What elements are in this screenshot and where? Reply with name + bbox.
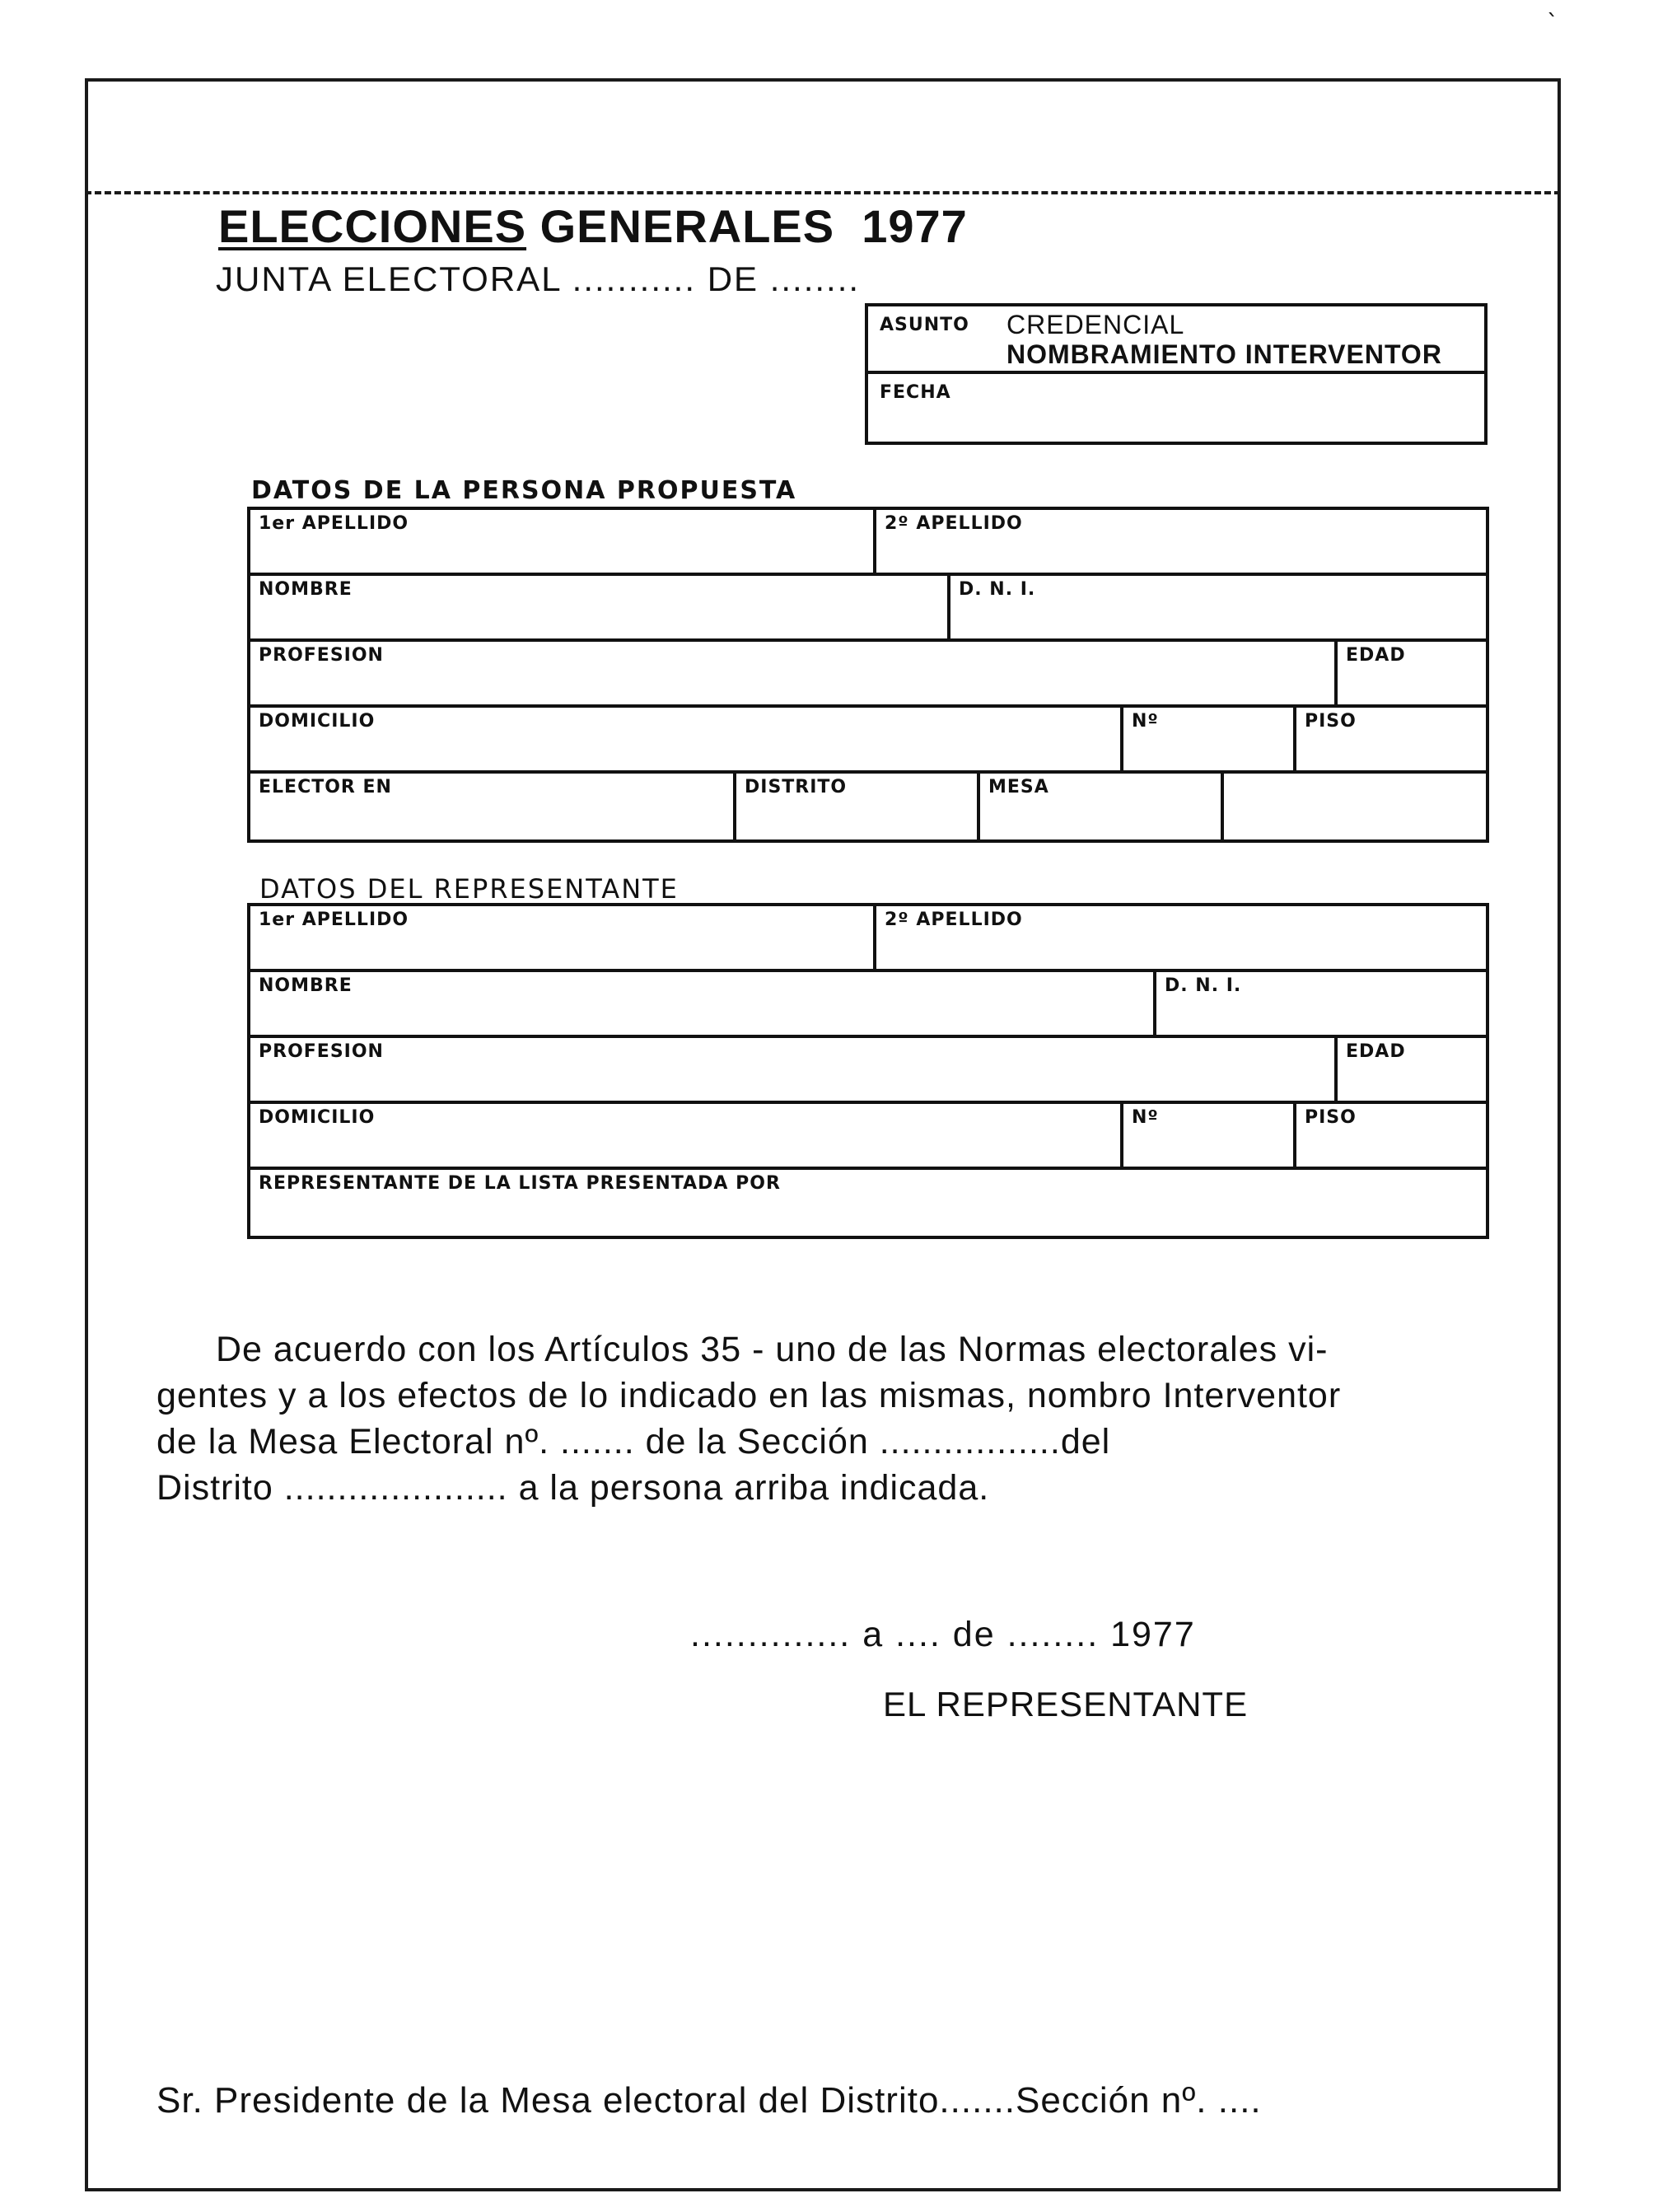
persona-numero-label: Nº xyxy=(1132,711,1159,732)
rep-piso-field[interactable] xyxy=(1293,1104,1486,1167)
rep-edad-field[interactable] xyxy=(1334,1038,1486,1101)
persona-row-profesion xyxy=(250,642,1486,708)
persona-row-elector xyxy=(250,774,1486,839)
fecha-field[interactable]: FECHA xyxy=(880,382,951,403)
persona-profesion-label: PROFESION xyxy=(259,645,384,666)
addressee-line: Sr. Presidente de la Mesa electoral del Distrito.......Sección nº. .... xyxy=(156,2080,1262,2121)
tear-off-line xyxy=(85,191,1561,194)
rep-row-apellidos xyxy=(250,906,1486,972)
rep-dni-label: D. N. I. xyxy=(1165,975,1242,996)
persona-apellido1-field[interactable] xyxy=(250,510,873,573)
persona-mesa-field[interactable] xyxy=(977,774,1221,839)
appointment-paragraph xyxy=(156,1326,1491,1511)
place-date-line: .............. a .... de ........ 1977 xyxy=(690,1615,1196,1654)
title-part-1: ELECCIONES xyxy=(218,200,527,252)
persona-piso-label: PISO xyxy=(1305,711,1357,732)
persona-distrito-field[interactable] xyxy=(733,774,977,839)
paragraph-line-2: gentes y a los efectos de lo indicado en las mismas, nombro Interventor xyxy=(156,1376,1342,1415)
corner-mark: ˋ xyxy=(1547,9,1558,36)
persona-distrito-label: DISTRITO xyxy=(745,777,848,797)
persona-apellido1-label: 1er APELLIDO xyxy=(259,513,409,534)
persona-dni-field[interactable] xyxy=(947,576,1486,638)
asunto-row xyxy=(868,306,1484,374)
rep-domicilio-field[interactable] xyxy=(250,1104,1120,1167)
rep-numero-label: Nº xyxy=(1132,1107,1159,1128)
persona-elector-field[interactable] xyxy=(250,774,733,839)
persona-section-heading: DATOS DE LA PERSONA PROPUESTA xyxy=(251,476,797,505)
rep-row-profesion xyxy=(250,1038,1486,1104)
asunto-value-credencial: CREDENCIAL xyxy=(1006,310,1185,339)
asunto-box xyxy=(865,303,1488,445)
rep-apellido1-field[interactable] xyxy=(250,906,873,969)
rep-row-domicilio xyxy=(250,1104,1486,1170)
rep-lista-field[interactable] xyxy=(250,1170,1486,1236)
persona-row-domicilio xyxy=(250,708,1486,774)
title-part-2: GENERALES xyxy=(526,200,835,252)
persona-edad-label: EDAD xyxy=(1346,645,1406,666)
persona-apellido2-label: 2º APELLIDO xyxy=(885,513,1023,534)
rep-profesion-field[interactable] xyxy=(250,1038,1334,1101)
persona-piso-field[interactable] xyxy=(1293,708,1486,770)
persona-nombre-label: NOMBRE xyxy=(259,579,353,600)
rep-row-nombre xyxy=(250,972,1486,1038)
representante-section-heading: DATOS DEL REPRESENTANTE xyxy=(259,873,679,905)
form-title xyxy=(218,199,968,253)
asunto-value-nombramiento: NOMBRAMIENTO INTERVENTOR xyxy=(1006,339,1442,369)
rep-dni-field[interactable] xyxy=(1153,972,1486,1035)
persona-domicilio-field[interactable] xyxy=(250,708,1120,770)
rep-edad-label: EDAD xyxy=(1346,1041,1406,1062)
rep-numero-field[interactable] xyxy=(1120,1104,1293,1167)
paragraph-line-1: De acuerdo con los Artículos 35 - uno de las Normas electorales vi- xyxy=(216,1330,1329,1369)
rep-domicilio-label: DOMICILIO xyxy=(259,1107,376,1128)
rep-lista-label: REPRESENTANTE DE LA LISTA PRESENTADA POR xyxy=(259,1173,781,1194)
title-year: 1977 xyxy=(862,200,968,252)
rep-apellido1-label: 1er APELLIDO xyxy=(259,910,409,930)
rep-apellido2-field[interactable] xyxy=(873,906,1486,969)
persona-elector-label: ELECTOR EN xyxy=(259,777,392,797)
persona-edad-field[interactable] xyxy=(1334,642,1486,704)
persona-row-apellidos xyxy=(250,510,1486,576)
paragraph-line-3: de la Mesa Electoral nº. ....... de la Sección .................del xyxy=(156,1422,1111,1461)
persona-profesion-field[interactable] xyxy=(250,642,1334,704)
rep-piso-label: PISO xyxy=(1305,1107,1357,1128)
persona-nombre-field[interactable] xyxy=(250,576,947,638)
rep-apellido2-label: 2º APELLIDO xyxy=(885,910,1023,930)
persona-domicilio-label: DOMICILIO xyxy=(259,711,376,732)
representante-grid xyxy=(247,903,1489,1239)
rep-nombre-field[interactable] xyxy=(250,972,1153,1035)
persona-row-nombre xyxy=(250,576,1486,642)
rep-row-lista xyxy=(250,1170,1486,1236)
persona-grid xyxy=(247,507,1489,843)
paragraph-line-4: Distrito ..................... a la persona arriba indicada. xyxy=(156,1468,990,1508)
asunto-label: ASUNTO xyxy=(880,315,969,335)
persona-apellido2-field[interactable] xyxy=(873,510,1486,573)
rep-nombre-label: NOMBRE xyxy=(259,975,353,996)
persona-mesa-label: MESA xyxy=(988,777,1049,797)
junta-electoral-line: JUNTA ELECTORAL ........... DE ........ xyxy=(216,260,861,298)
persona-dni-label: D. N. I. xyxy=(959,579,1036,600)
persona-blank-field[interactable] xyxy=(1221,774,1486,839)
signature-label: EL REPRESENTANTE xyxy=(883,1685,1249,1723)
rep-profesion-label: PROFESION xyxy=(259,1041,384,1062)
persona-numero-field[interactable] xyxy=(1120,708,1293,770)
